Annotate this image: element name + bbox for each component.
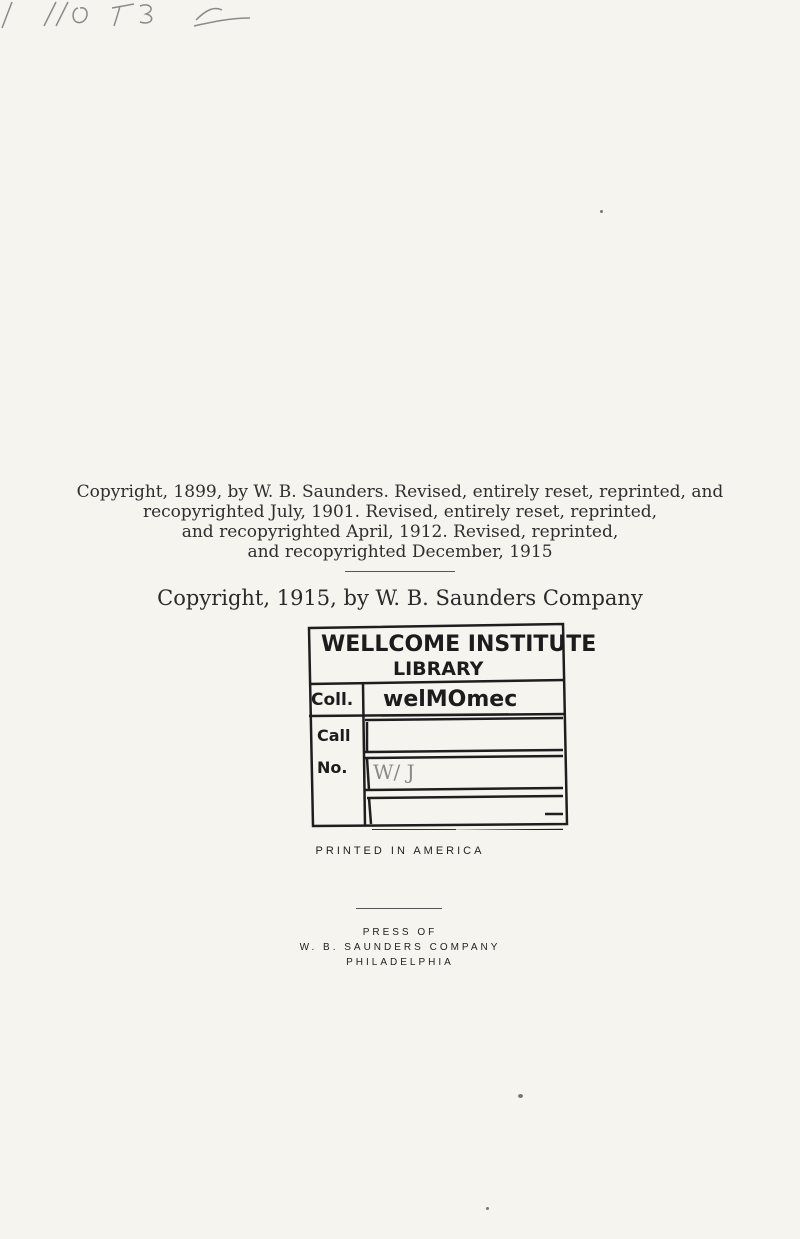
copyright-line: and recopyrighted April, 1912. Revised, reprinted,: [181, 522, 619, 542]
coll-value: welMOmec: [383, 687, 518, 712]
copyright-notice: [0, 482, 800, 562]
press-imprint: [0, 925, 800, 970]
speck: [486, 1207, 489, 1210]
main-copyright: Copyright, 1915, by W. B. Saunders Company: [157, 586, 643, 610]
press-line: PRESS OF: [362, 927, 438, 938]
pencil-scribble: [0, 0, 260, 30]
speck: [600, 210, 603, 213]
copyright-line: and recopyrighted December, 1915: [247, 542, 553, 562]
printed-in-america: PRINTED IN AMERICA: [315, 845, 485, 857]
stamp-underline: [372, 829, 456, 830]
stamp-title: WELLCOME INSTITUTE: [321, 632, 597, 657]
copyright-line: Copyright, 1899, by W. B. Saunders. Revised, entirely reset, reprinted, and: [76, 482, 724, 502]
call-number-handwritten: W/ J: [373, 760, 415, 784]
library-stamp: [305, 618, 597, 830]
speck: [518, 1094, 523, 1098]
divider-rule: [356, 908, 442, 909]
call-label: Call: [317, 726, 351, 745]
divider-rule: [345, 571, 455, 572]
press-line: W. B. SAUNDERS COMPANY: [299, 942, 501, 953]
stamp-subtitle: LIBRARY: [393, 658, 484, 680]
copyright-line: recopyrighted July, 1901. Revised, entirely reset, reprinted,: [142, 502, 658, 522]
no-label: No.: [317, 758, 348, 777]
press-line: PHILADELPHIA: [346, 957, 454, 968]
coll-label: Coll.: [311, 690, 354, 710]
